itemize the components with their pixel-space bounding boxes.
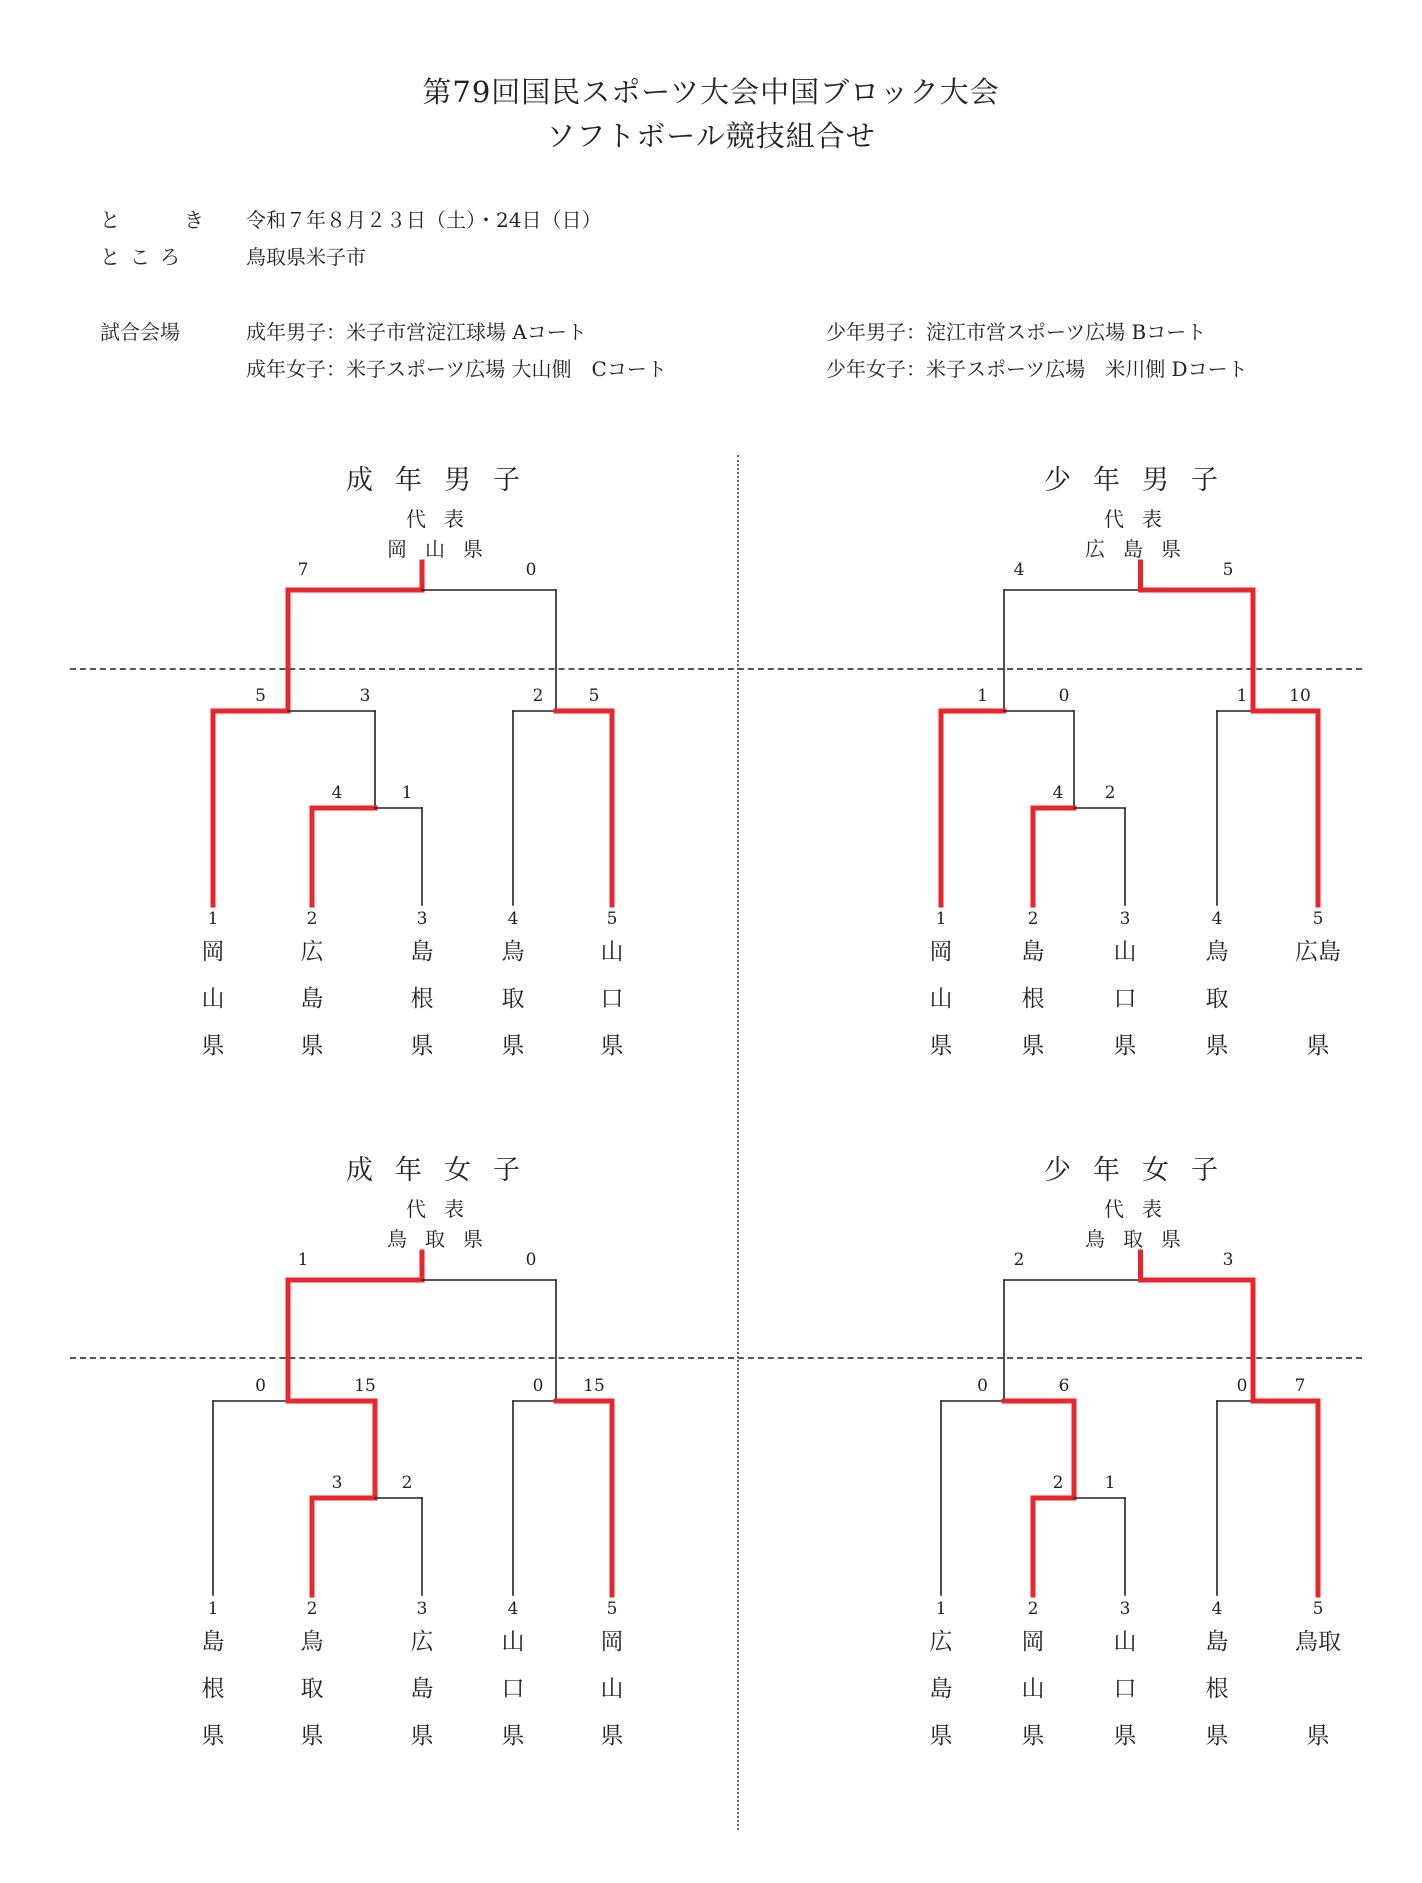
team-name-char: 県	[929, 1723, 953, 1749]
team-name-char: 鳥	[1205, 939, 1229, 965]
team-name-char: 根	[1021, 986, 1045, 1012]
team-seed: 2	[306, 1599, 318, 1619]
team-seed: 5	[1312, 909, 1324, 929]
score-semi-right-b: 15	[583, 1376, 605, 1396]
team-name-char: 県	[410, 1033, 434, 1059]
score-semi-right-a: 0	[532, 1376, 544, 1396]
team-name-char: 口	[501, 1676, 525, 1702]
team-seed: 4	[507, 1599, 519, 1619]
team-name-char: 県	[410, 1723, 434, 1749]
place-value: 鳥取県米子市	[246, 245, 366, 269]
venue-label: 試合会場	[100, 320, 180, 344]
team-seed: 4	[507, 909, 519, 929]
team-name-char: 県	[201, 1033, 225, 1059]
score-semi-left-b: 15	[354, 1376, 376, 1396]
team-name-char: 山	[600, 1676, 624, 1702]
team-name-char: 山	[501, 1629, 525, 1655]
team-name-char: 県	[1113, 1033, 1137, 1059]
team-name-char: 鳥取	[1295, 1629, 1341, 1655]
team-name-char: 県	[1205, 1723, 1229, 1749]
representative-team: 広島県	[1085, 537, 1199, 561]
team-seed: 2	[306, 909, 318, 929]
team-name-char: 島	[410, 1676, 434, 1702]
team-name-char: 山	[600, 939, 624, 965]
score-final-left: 4	[1013, 560, 1025, 580]
team-seed: 2	[1027, 909, 1039, 929]
team-name-char: 県	[929, 1033, 953, 1059]
team-name-char: 県	[501, 1033, 525, 1059]
score-semi-right-b: 10	[1289, 686, 1311, 706]
score-semi-left-b: 3	[359, 686, 371, 706]
score-sub-right: 1	[401, 783, 413, 803]
bracket-title: 成年女子	[346, 1155, 542, 1186]
team-seed: 5	[1312, 1599, 1324, 1619]
team-name-char: 岡	[600, 1629, 624, 1655]
score-semi-right-a: 0	[1236, 1376, 1248, 1396]
team-name-char: 取	[501, 986, 525, 1012]
representative-label: 代表	[1104, 1197, 1180, 1221]
team-name-char: 県	[1306, 1723, 1330, 1749]
team-name-char: 取	[300, 1676, 324, 1702]
team-name-char: 取	[1205, 986, 1229, 1012]
team-name-char: 岡	[1021, 1629, 1045, 1655]
score-final-left: 1	[297, 1250, 309, 1270]
team-name-char: 岡	[929, 939, 953, 965]
team-name-char: 県	[300, 1033, 324, 1059]
score-semi-left-a: 0	[977, 1376, 988, 1396]
team-name-char: 県	[1306, 1033, 1330, 1059]
score-sub-left: 4	[1052, 783, 1064, 803]
representative-label: 代表	[406, 507, 482, 531]
team-name-char: 県	[201, 1723, 225, 1749]
score-sub-left: 2	[1052, 1473, 1064, 1493]
team-name-char: 広島	[1295, 939, 1341, 965]
team-seed: 4	[1211, 1599, 1223, 1619]
team-seed: 3	[1119, 1599, 1131, 1619]
team-name-char: 根	[1205, 1676, 1229, 1702]
team-seed: 3	[416, 909, 428, 929]
representative-team: 鳥取県	[387, 1227, 501, 1251]
team-name-char: 島	[201, 1629, 225, 1655]
team-name-char: 県	[600, 1033, 624, 1059]
bracket-title: 少年女子	[1044, 1155, 1240, 1186]
team-name-char: 山	[201, 986, 225, 1012]
team-name-char: 広	[300, 939, 324, 965]
team-seed: 5	[606, 909, 618, 929]
score-semi-right-b: 5	[588, 686, 600, 706]
team-name-char: 県	[1021, 1033, 1045, 1059]
team-name-char: 根	[201, 1676, 225, 1702]
team-seed: 1	[935, 1599, 947, 1619]
representative-team: 鳥取県	[1085, 1227, 1199, 1251]
team-seed: 2	[1027, 1599, 1039, 1619]
team-seed: 3	[1119, 909, 1131, 929]
team-name-char: 山	[1113, 939, 1137, 965]
team-name-char: 島	[1021, 939, 1045, 965]
team-seed: 3	[416, 1599, 428, 1619]
team-name-char: 広	[929, 1629, 953, 1655]
team-name-char: 口	[1113, 986, 1137, 1012]
team-name-char: 鳥	[300, 1629, 324, 1655]
score-sub-left: 3	[331, 1473, 343, 1493]
venue-men-adult: 成年男子：米子市営淀江球場 Aコート	[246, 320, 587, 344]
page-title-line1: 第79回国民スポーツ大会中国ブロック大会	[422, 75, 1000, 109]
team-name-char: 県	[501, 1723, 525, 1749]
score-final-right: 5	[1222, 560, 1234, 580]
score-final-left: 2	[1013, 1250, 1025, 1270]
score-final-right: 3	[1222, 1250, 1234, 1270]
team-name-char: 島	[929, 1676, 953, 1702]
bracket-title: 少年男子	[1044, 465, 1240, 496]
team-seed: 1	[207, 909, 219, 929]
team-seed: 1	[935, 909, 947, 929]
score-semi-left-a: 0	[255, 1376, 266, 1396]
score-semi-right-a: 1	[1236, 686, 1248, 706]
team-name-char: 島	[1205, 1629, 1229, 1655]
team-name-char: 県	[1205, 1033, 1229, 1059]
team-seed: 4	[1211, 909, 1223, 929]
score-final-right: 0	[525, 560, 537, 580]
representative-team: 岡山県	[387, 537, 501, 561]
date-value: 令和７年８月２３日（土）・24日（日）	[246, 208, 602, 232]
representative-label: 代表	[1104, 507, 1180, 531]
team-name-char: 鳥	[501, 939, 525, 965]
team-name-char: 島	[300, 986, 324, 1012]
team-name-char: 県	[600, 1723, 624, 1749]
place-label: ところ	[100, 245, 190, 269]
score-sub-right: 2	[401, 1473, 413, 1493]
team-seed: 5	[606, 1599, 618, 1619]
team-name-char: 岡	[201, 939, 225, 965]
team-name-char: 県	[1113, 1723, 1137, 1749]
bracket-title: 成年男子	[346, 465, 542, 496]
team-name-char: 島	[410, 939, 434, 965]
team-name-char: 口	[1113, 1676, 1137, 1702]
score-semi-left-b: 0	[1058, 686, 1070, 706]
team-name-char: 県	[1021, 1723, 1045, 1749]
score-sub-right: 2	[1104, 783, 1116, 803]
date-label: と き	[100, 208, 226, 232]
team-name-char: 広	[410, 1629, 434, 1655]
page-title-line2: ソフトボール競技組合せ	[546, 119, 876, 153]
team-seed: 1	[207, 1599, 219, 1619]
team-name-char: 根	[410, 986, 434, 1012]
score-semi-right-b: 7	[1294, 1376, 1306, 1396]
score-final-right: 0	[525, 1250, 537, 1270]
venue-women-youth: 少年女子：米子スポーツ広場 米川側 Dコート	[826, 357, 1248, 381]
score-semi-right-a: 2	[532, 686, 544, 706]
score-sub-left: 4	[331, 783, 343, 803]
venue-men-youth: 少年男子：淀江市営スポーツ広場 Bコート	[826, 320, 1207, 344]
score-final-left: 7	[297, 560, 309, 580]
score-semi-left-b: 6	[1058, 1376, 1070, 1396]
team-name-char: 口	[600, 986, 624, 1012]
representative-label: 代表	[406, 1197, 482, 1221]
venue-women-adult: 成年女子：米子スポーツ広場 大山側 Cコート	[246, 357, 667, 381]
score-semi-left-a: 5	[255, 686, 266, 706]
team-name-char: 山	[1021, 1676, 1045, 1702]
team-name-char: 県	[300, 1723, 324, 1749]
team-name-char: 山	[1113, 1629, 1137, 1655]
score-semi-left-a: 1	[977, 686, 988, 706]
team-name-char: 山	[929, 986, 953, 1012]
score-sub-right: 1	[1104, 1473, 1116, 1493]
